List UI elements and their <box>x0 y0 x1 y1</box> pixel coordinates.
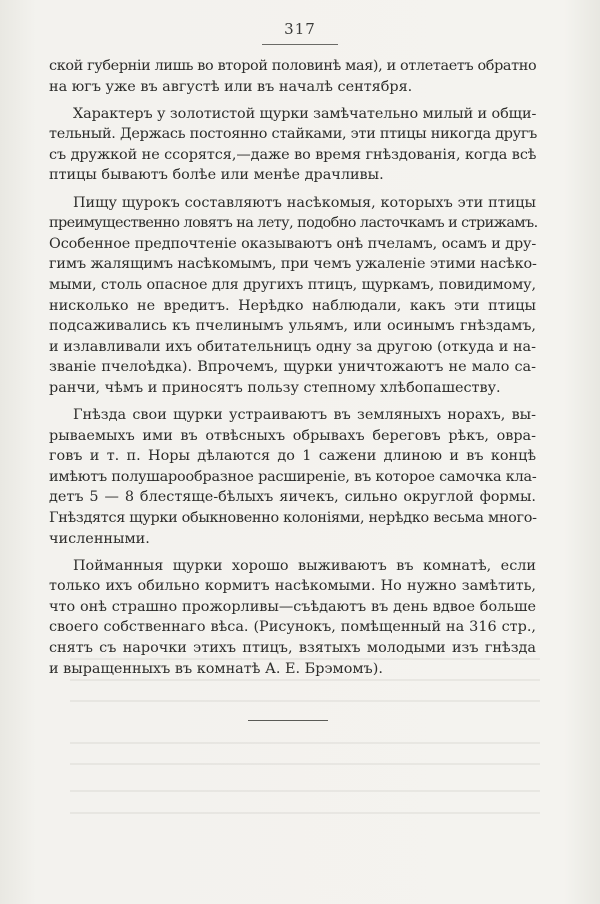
text-line: численными. <box>49 530 150 547</box>
text-line: тельный. Держась постоянно стайками, эти птицы никогда другъ <box>49 126 538 143</box>
text-line: преимущественно ловятъ на лету, подобно ласточкамъ и стрижамъ. <box>49 215 538 232</box>
paragraph-1 <box>49 56 536 97</box>
text-line: что онѣ страшно прожорливы—съѣдаютъ въ день вдвое больше <box>49 598 536 615</box>
show-through <box>70 658 540 660</box>
body-text <box>49 56 536 686</box>
text-line: Гнѣзда свои щурки устраиваютъ въ земляныхъ норахъ, вы- <box>73 407 536 423</box>
paragraph-5 <box>49 556 536 680</box>
show-through <box>70 742 540 744</box>
show-through <box>70 812 540 814</box>
text-line: подсаживались къ пчелинымъ ульямъ, или осинымъ гнѣздамъ, <box>49 318 536 335</box>
text-line: нисколько не вредитъ. Нерѣдко наблюдали, какъ эти птицы <box>49 297 536 314</box>
text-line: говъ и т. п. Норы дѣлаются до 1 сажени длиною и въ концѣ <box>49 448 536 465</box>
text-line: только ихъ обильно кормитъ насѣкомыми. Но нужно замѣтить, <box>49 578 536 595</box>
text-line: мыми, столь опасное для другихъ птицъ, щуркамъ, повидимому, <box>49 276 536 293</box>
text-line: съ дружкой не ссорятся,—даже во время гнѣздованія, когда всѣ <box>49 146 537 163</box>
show-through <box>70 679 540 681</box>
text-line: Пойманныя щурки хорошо выживаютъ въ комнатѣ, если <box>73 557 536 574</box>
paragraph-3 <box>49 193 536 399</box>
text-line: гимъ жалящимъ насѣкомымъ, при чемъ ужаленіе этими насѣко- <box>49 256 537 273</box>
page-number: 317 <box>284 20 316 38</box>
text-line: Особенное предпочтеніе оказываютъ онѣ пчеламъ, осамъ и дру- <box>49 235 537 252</box>
text-line: снятъ съ нарочки этихъ птицъ, взятыхъ молодыми изъ гнѣзда <box>49 640 536 657</box>
show-through <box>70 790 540 792</box>
text-line: Пищу щурокъ составляютъ насѣкомыя, которыхъ эти птицы <box>73 194 536 211</box>
text-line: на югъ уже въ августѣ или въ началѣ сентября. <box>49 78 413 95</box>
text-line: ранчи, чѣмъ и приносятъ пользу степному хлѣбопашеству. <box>49 379 501 396</box>
page-number-rule <box>262 44 338 45</box>
end-rule <box>248 720 328 721</box>
text-line: своего собственнаго вѣса. (Рисунокъ, помѣщенный на 316 стр., <box>49 619 536 636</box>
paragraph-2 <box>49 104 536 186</box>
text-line: званіе пчелоѣдка). Впрочемъ, щурки уничтожаютъ не мало са- <box>49 359 536 376</box>
text-line: и выращенныхъ въ комнатѣ А. Е. Брэмомъ). <box>49 660 383 677</box>
text-line: и излавливали ихъ обитательницъ одну за другою (откуда и на- <box>49 338 536 355</box>
paragraph-4 <box>49 405 536 549</box>
text-line: Характеръ у золотистой щурки замѣчательно милый и общи- <box>73 105 537 122</box>
text-line: имѣютъ полушарообразное расширеніе, въ которое самочка кла- <box>49 468 537 485</box>
text-line: ской губерніи лишь во второй половинѣ мая), и отлетаетъ обратно <box>49 58 537 74</box>
text-line: птицы бываютъ болѣе или менѣе драчливы. <box>49 167 384 184</box>
text-line: Гнѣздятся щурки обыкновенно колоніями, нерѣдко весьма много- <box>49 509 537 526</box>
show-through <box>70 700 540 702</box>
text-line: рываемыхъ ими въ отвѣсныхъ обрывахъ береговъ рѣкъ, овра- <box>49 427 536 444</box>
text-line: детъ 5 — 8 блестяще-бѣлыхъ яичекъ, сильно округлой формы. <box>49 489 536 506</box>
show-through <box>70 763 540 765</box>
